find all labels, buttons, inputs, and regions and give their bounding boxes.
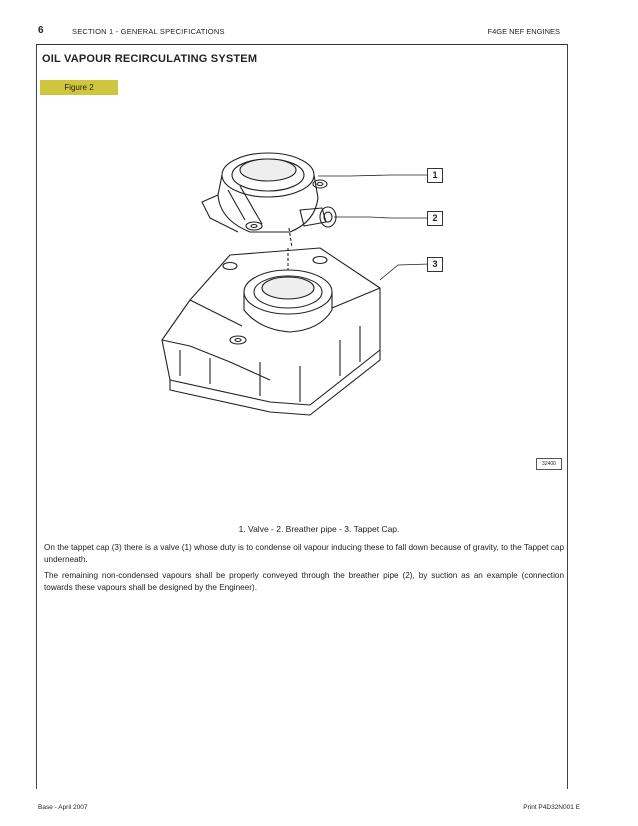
callout-2: 2 [427, 211, 443, 226]
footer-left: Base - April 2007 [38, 804, 88, 811]
leader-line-2 [334, 217, 430, 218]
section-title: SECTION 1 - GENERAL SPECIFICATIONS [72, 27, 225, 36]
footer-right: Print P4D32N001 E [523, 804, 580, 811]
tappet-cap-part [162, 248, 380, 415]
figure-label: Figure 2 [40, 80, 118, 95]
left-margin-line [36, 44, 37, 789]
paragraph-1: On the tappet cap (3) there is a valve (1) whose duty is to condense oil vapour inducing these to fall down because of gravity, to the Tappet cap underneath. [44, 543, 564, 564]
paragraph-2: The remaining non-condensed vapours shall be properly conveyed through the breather pipe (2), by suction as an example (connection towards these vapours shall be designed by the Engineer). [44, 571, 564, 592]
callout-1: 1 [427, 168, 443, 183]
leader-line-1 [318, 175, 430, 176]
leader-line-3 [380, 264, 430, 280]
tappet-cap-drawing [150, 140, 440, 460]
page-title: OIL VAPOUR RECIRCULATING SYSTEM [42, 53, 258, 65]
figure-caption: 1. Valve - 2. Breather pipe - 3. Tappet Cap. [238, 524, 400, 534]
figure-reference: 32400 [536, 458, 562, 470]
right-margin-line [567, 44, 568, 789]
engine-name: F4GE NEF ENGINES [487, 27, 560, 36]
valve-part [202, 153, 336, 248]
header-rule [36, 44, 568, 45]
callout-3: 3 [427, 257, 443, 272]
page-number: 6 [38, 25, 44, 36]
